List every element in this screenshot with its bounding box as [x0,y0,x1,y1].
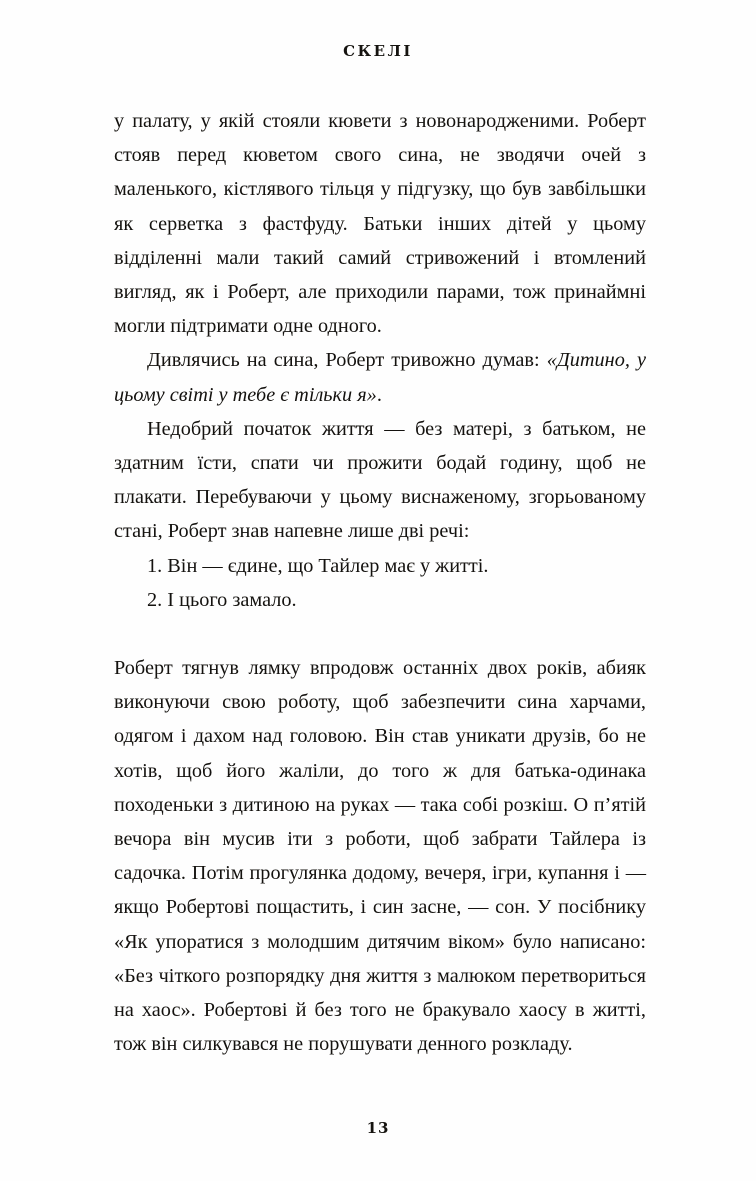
list-item-1: 1. Він — єдине, що Тайлер має у житті. [147,554,489,577]
paragraph-2-lead: Дивлячись на сина, Роберт тривожно думав: [147,349,547,372]
paragraph-2-tail: . [376,383,382,406]
list-item-2: 2. І цього замало. [147,588,297,611]
paragraph-1: у палату, у якій стояли кювети з новонародженими. Роберт стояв перед кюветом свого сина, не зводячи очей з маленького, кістлявого тільця у підгузку, що був завбільшки як серветка з фастфуду. Батьки інших дітей у цьому відділенні мали такий самий стривожений і втомлений вигляд, як і Роберт, але приходили парами, тож принаймні могли підтримати одне одного. [114,110,646,338]
paragraph-2-quote: «Дитино, у цьому світі у тебе є тільки я» [114,349,646,406]
paragraph-3: Недобрий початок життя — без матері, з батьком, не здатним їсти, спати чи прожити бодай годину, щоб не плакати. Перебуваючи у цьому виснаженому, згорьованому стані, Роберт знав напевне лише дві речі: [114,417,646,543]
running-head: СКЕЛІ [343,42,413,60]
paragraph-4: Роберт тягнув лямку впродовж останніх двох років, абияк виконуючи свою роботу, щоб забезпечити сина харчами, одягом і дахом над головою. Він став уникати друзів, бо не хотів, щоб його жаліли, до того ж для батька-одинака походеньки з дитиною на руках — така собі розкіш. О п’ятій вечора він мусив іти з роботи, щоб забрати Тайлера із садочка. Потім прогулянка додому, вечеря, ігри, купання і — якщо Робертові пощастить, і син засне, — сон. У посібнику «Як упоратися з молодшим дитячим віком» було написано: «Без чіткого розпорядку дня життя з малюком перетвориться на хаос». Робертові й без того не бракувало хаосу в житті, тож він силкувався не порушувати денного розкладу. [114,657,646,1056]
paragraph-2 [114,343,646,411]
page-number: 13 [366,1119,390,1137]
body-text [114,104,646,1061]
